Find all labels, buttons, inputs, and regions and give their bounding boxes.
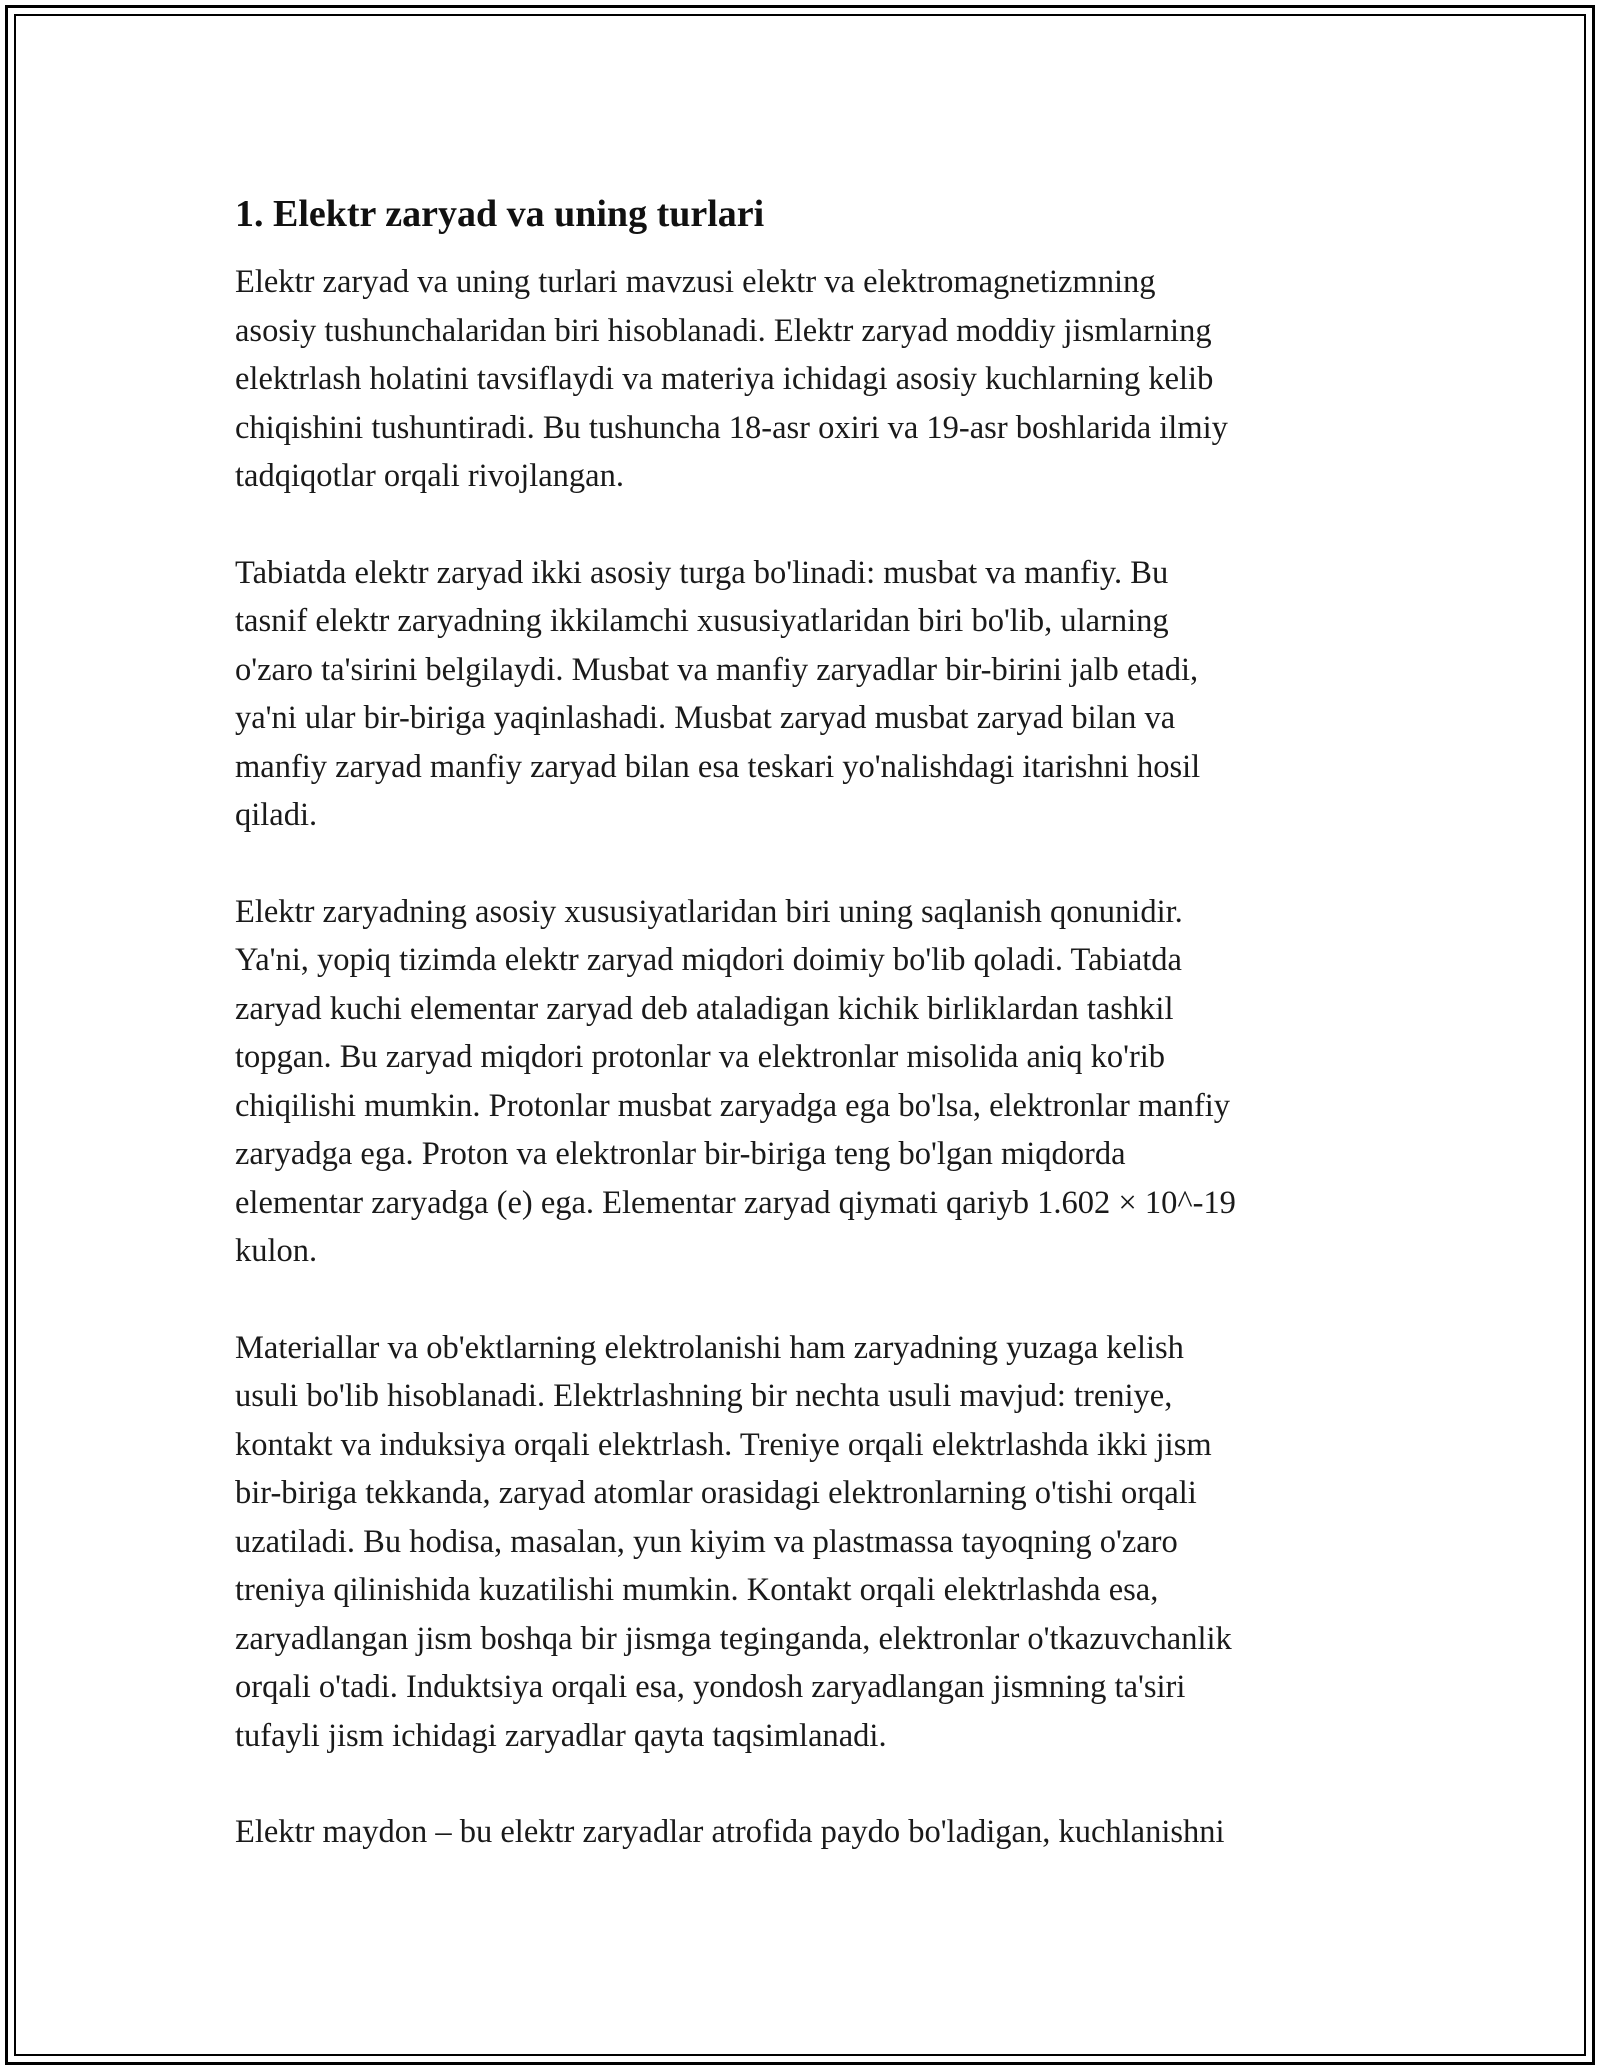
paragraph-line: treniya qilinishida kuzatilishi mumkin. Kontakt orqali elektrlashda esa, — [235, 1572, 1159, 1608]
paragraph-line: elektrlash holatini tavsiflaydi va materiya ichidagi asosiy kuchlarning kelib — [235, 361, 1214, 397]
paragraph-line: Tabiatda elektr zaryad ikki asosiy turga bo'linadi: musbat va manfiy. Bu — [235, 554, 1169, 591]
paragraph — [235, 888, 1385, 1276]
paragraph-line: uzatiladi. Bu hodisa, masalan, yun kiyim va plastmassa tayoqning o'zaro — [235, 1523, 1178, 1560]
paragraph-line: tasnif elektr zaryadning ikkilamchi xususiyatlaridan biri bo'lib, ularning — [235, 603, 1169, 639]
paragraph-list — [235, 258, 1385, 1857]
paragraph-line: qiladi. — [235, 797, 318, 833]
paragraph-line: o'zaro ta'sirini belgilaydi. Musbat va manfiy zaryadlar bir-birini jalb etadi, — [235, 651, 1199, 688]
paragraph-line: Elektr zaryadning asosiy xususiyatlaridan biri uning saqlanish qonunidir. — [235, 893, 1183, 930]
paragraph-line: tadqiqotlar orqali rivojlangan. — [235, 458, 624, 494]
paragraph-line: kontakt va induksiya orqali elektrlash. Treniye orqali elektrlashda ikki jism — [235, 1426, 1212, 1463]
paragraph-line: chiqilishi mumkin. Protonlar musbat zaryadga ega bo'lsa, elektronlar manfiy — [235, 1087, 1231, 1124]
paragraph-line: usuli bo'lib hisoblanadi. Elektrlashning bir nechta usuli mavjud: treniye, — [235, 1378, 1173, 1414]
paragraph-line: asosiy tushunchalaridan biri hisoblanadi. Elektr zaryad moddiy jismlarning — [235, 312, 1212, 349]
paragraph-line: Elektr maydon – bu elektr zaryadlar atrofida paydo bo'ladigan, kuchlanishni — [235, 1814, 1225, 1850]
paragraph-line: elementar zaryadga (e) ega. Elementar zaryad qiymati qariyb 1.602 × 10^-19 — [235, 1184, 1236, 1221]
document-body — [235, 180, 1385, 1857]
paragraph-line: zaryad kuchi elementar zaryad deb ataladigan kichik birliklardan tashkil — [235, 990, 1174, 1027]
paragraph-line: topgan. Bu zaryad miqdori protonlar va elektronlar misolida aniq ko'rib — [235, 1039, 1166, 1075]
paragraph-line: manfiy zaryad manfiy zaryad bilan esa teskari yo'nalishdagi itarishni hosil — [235, 748, 1201, 785]
paragraph — [235, 549, 1385, 840]
paragraph-line: zaryadga ega. Proton va elektronlar bir-biriga teng bo'lgan miqdorda — [235, 1136, 1126, 1172]
paragraph-line: orqali o'tadi. Induktsiya orqali esa, yondosh zaryadlangan jismning ta'siri — [235, 1669, 1186, 1705]
paragraph-line: Ya'ni, yopiq tizimda elektr zaryad miqdori doimiy bo'lib qoladi. Tabiatda — [235, 942, 1182, 978]
paragraph-line: Elektr zaryad va uning turlari mavzusi elektr va elektromagnetizmning — [235, 264, 1156, 300]
paragraph-line: Materiallar va ob'ektlarning elektrolanishi ham zaryadning yuzaga kelish — [235, 1329, 1184, 1366]
paragraph — [235, 258, 1385, 501]
paragraph-line: kulon. — [235, 1233, 318, 1269]
paragraph — [235, 1324, 1385, 1761]
paragraph-line: chiqishini tushuntiradi. Bu tushuncha 18-asr oxiri va 19-asr boshlarida ilmiy — [235, 409, 1228, 446]
paragraph — [235, 1808, 1385, 1857]
paragraph-line: tufayli jism ichidagi zaryadlar qayta taqsimlanadi. — [235, 1717, 887, 1754]
paragraph-line: zaryadlangan jism boshqa bir jismga teginganda, elektronlar o'tkazuvchanlik — [235, 1620, 1232, 1657]
section-title: 1. Elektr zaryad va uning turlari — [235, 193, 765, 235]
paragraph-line: ya'ni ular bir-biriga yaqinlashadi. Musbat zaryad musbat zaryad bilan va — [235, 700, 1176, 736]
paragraph-line: bir-biriga tekkanda, zaryad atomlar orasidagi elektronlarning o'tishi orqali — [235, 1475, 1197, 1511]
